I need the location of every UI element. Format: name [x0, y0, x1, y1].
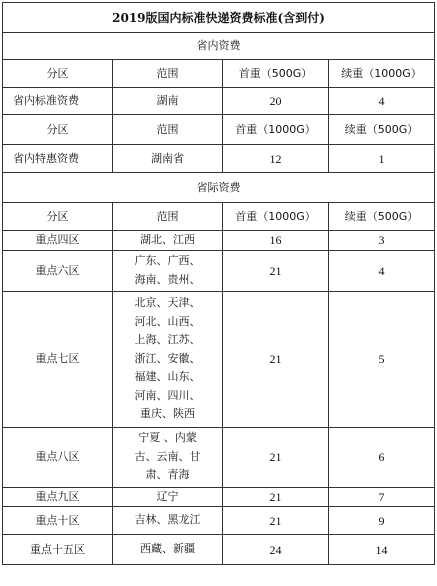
column-header-first-weight: 首重（1000G）	[223, 115, 329, 145]
column-header-first-weight: 首重（500G）	[223, 60, 329, 88]
first-weight-price: 21	[223, 291, 329, 427]
zone-cell: 重点八区	[3, 427, 113, 487]
range-cell: 西藏、新疆	[113, 535, 223, 565]
zone-cell: 重点十五区	[3, 535, 113, 565]
range-cell: 广东、广西、 海南、贵州、	[113, 250, 223, 291]
column-header-zone: 分区	[3, 60, 113, 88]
zone-cell: 重点四区	[3, 231, 113, 251]
zone-cell: 重点七区	[3, 291, 113, 427]
table-row	[3, 250, 435, 291]
column-header-range: 范围	[113, 115, 223, 145]
range-cell: 吉林、黑龙江	[113, 507, 223, 535]
table-row	[3, 291, 435, 427]
first-weight-price: 21	[223, 507, 329, 535]
additional-weight-price: 6	[329, 427, 435, 487]
first-weight-price: 21	[223, 250, 329, 291]
zone-cell: 重点六区	[3, 250, 113, 291]
table-title: 2019版国内标准快递资费标准(含到付)	[3, 3, 435, 33]
range-cell: 北京、天津、 河北、山西、 上海、江苏、 浙江、安徽、 福建、山东、 河南、四川、 重庆、陕西	[113, 291, 223, 427]
column-header-additional-weight: 续重（500G）	[329, 203, 435, 231]
tariff-table	[2, 2, 435, 565]
first-weight-price: 12	[223, 145, 329, 173]
table-row	[3, 427, 435, 487]
first-weight-price: 16	[223, 231, 329, 251]
first-weight-price: 24	[223, 535, 329, 565]
additional-weight-price: 9	[329, 507, 435, 535]
domestic-section-heading: 省内资费	[3, 33, 435, 60]
column-header-range: 范围	[113, 203, 223, 231]
column-header-first-weight: 首重（1000G）	[223, 203, 329, 231]
range-cell: 湖南	[113, 88, 223, 115]
additional-weight-price: 7	[329, 487, 435, 507]
range-cell: 湖北、江西	[113, 231, 223, 251]
column-header-additional-weight: 续重（500G）	[329, 115, 435, 145]
range-cell: 湖南省	[113, 145, 223, 173]
interprovincial-section-heading: 省际资费	[3, 173, 435, 203]
range-cell: 辽宁	[113, 487, 223, 507]
zone-cell: 省内特惠资费	[3, 145, 113, 173]
first-weight-price: 21	[223, 487, 329, 507]
table-row	[3, 487, 435, 507]
additional-weight-price: 4	[329, 88, 435, 115]
additional-weight-price: 4	[329, 250, 435, 291]
zone-cell: 省内标准资费	[3, 88, 113, 115]
first-weight-price: 21	[223, 427, 329, 487]
additional-weight-price: 3	[329, 231, 435, 251]
column-header-zone: 分区	[3, 203, 113, 231]
column-header-additional-weight: 续重（1000G）	[329, 60, 435, 88]
column-header-zone: 分区	[3, 115, 113, 145]
range-cell: 宁夏 、内蒙 古、云南、甘 肃、青海	[113, 427, 223, 487]
zone-cell: 重点九区	[3, 487, 113, 507]
additional-weight-price: 14	[329, 535, 435, 565]
table-row	[3, 507, 435, 535]
additional-weight-price: 1	[329, 145, 435, 173]
table-row	[3, 231, 435, 251]
zone-cell: 重点十区	[3, 507, 113, 535]
table-row	[3, 535, 435, 565]
first-weight-price: 20	[223, 88, 329, 115]
column-header-range: 范围	[113, 60, 223, 88]
additional-weight-price: 5	[329, 291, 435, 427]
